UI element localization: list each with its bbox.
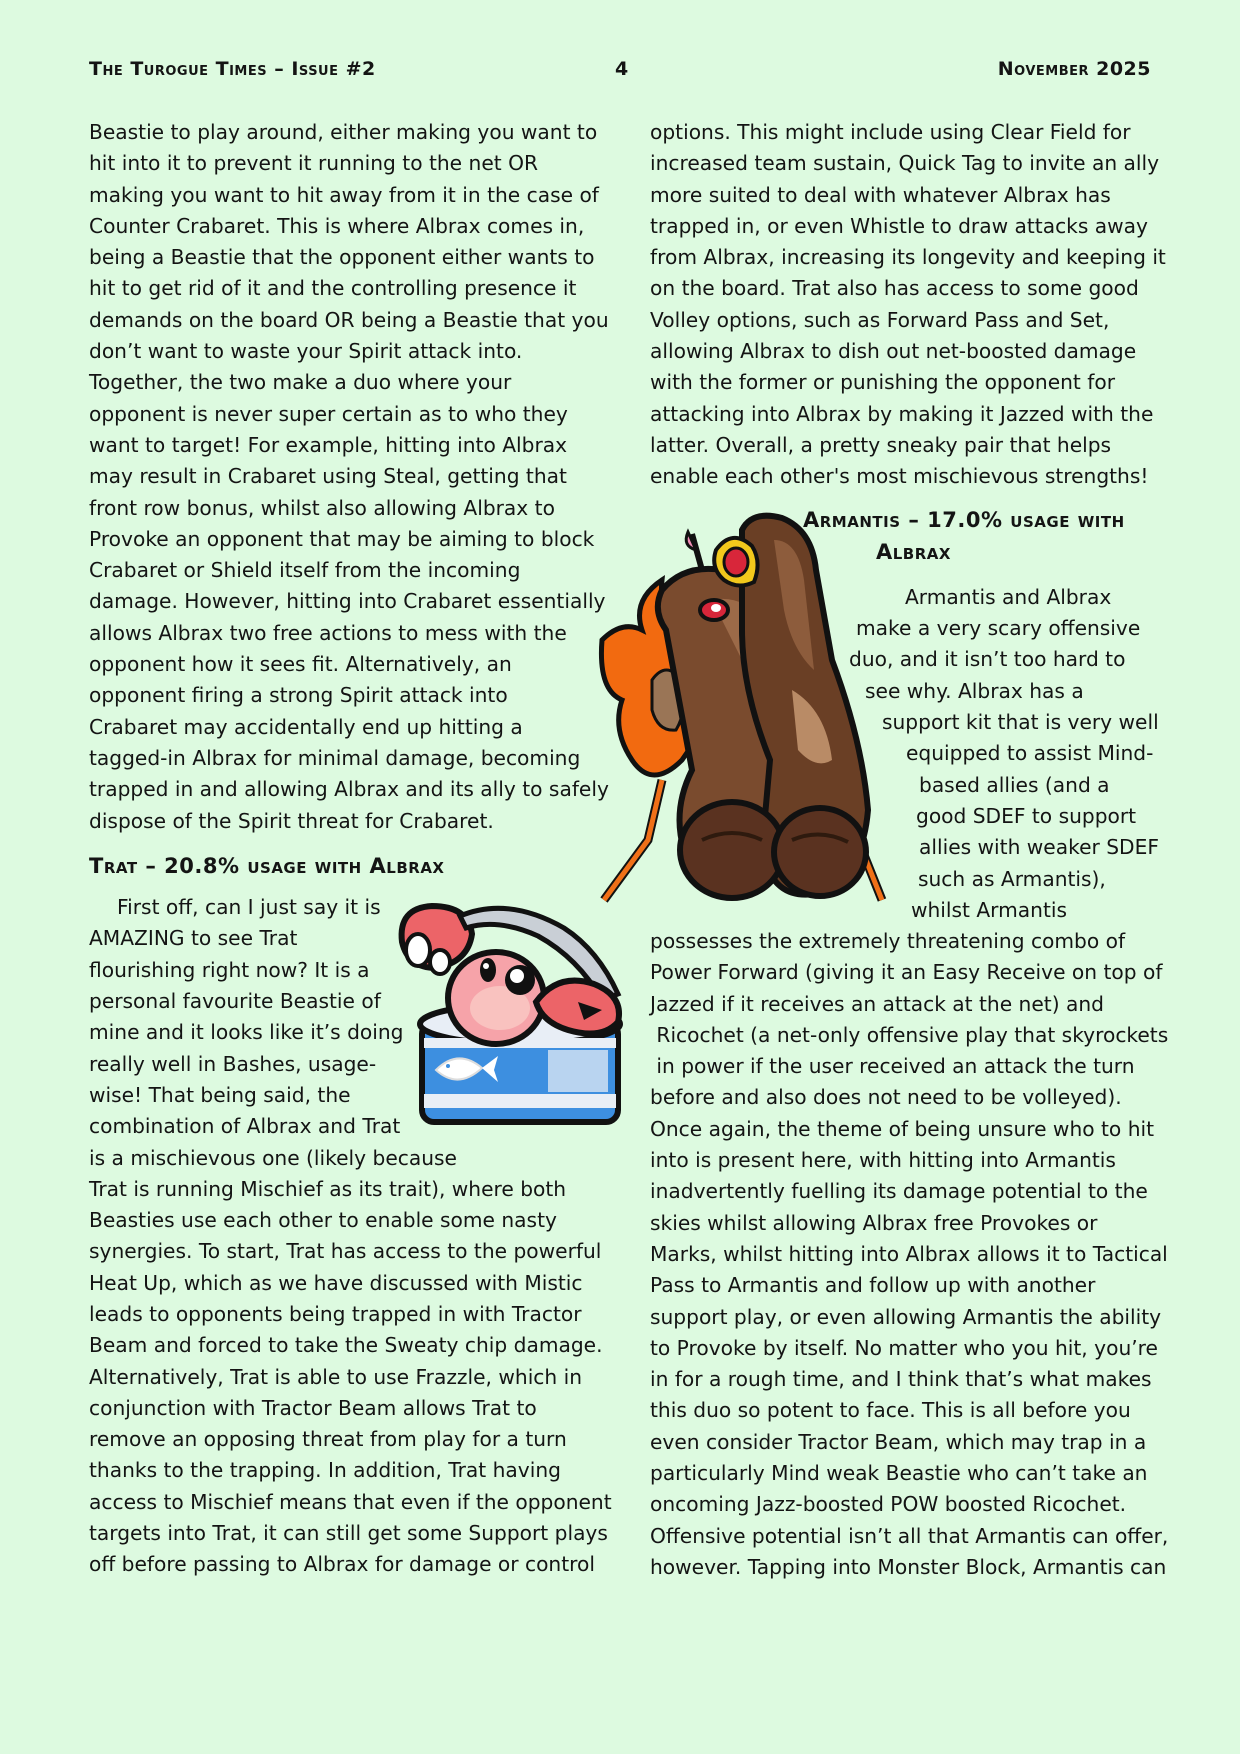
text-line: particularly Mind weak Beastie who can’t take an <box>650 1461 1148 1486</box>
text-line: opponent firing a strong Spirit attack into <box>89 683 508 708</box>
page-header <box>89 58 1151 88</box>
text-line: Crabaret may accidentally end up hitting a <box>89 714 523 739</box>
text-line: Jazzed if it receives an attack at the net) and <box>650 991 1104 1016</box>
text-line: Power Forward (giving it an Easy Receive on top of <box>650 960 1163 985</box>
text-line: trapped in and allowing Albrax and its ally to safely <box>89 777 609 802</box>
text-line: see why. Albrax has a <box>865 679 1084 703</box>
text-line: leads to opponents being trapped in with Tractor <box>89 1301 582 1326</box>
page-number: 4 <box>615 58 629 80</box>
text-line: attacking into Albrax by making it Jazzed with the <box>650 401 1154 426</box>
text-line: damage. However, hitting into Crabaret essentially <box>89 589 606 614</box>
text-line: Beasties use each other to enable some nasty <box>89 1208 557 1233</box>
text-line: make a very scary offensive <box>856 616 1141 640</box>
text-line: allies with weaker SDEF <box>919 835 1159 859</box>
text-line: Marks, whilst hitting into Albrax allows it to Tactical <box>650 1241 1168 1266</box>
armantis-paragraph-cont <box>650 926 1169 1583</box>
text-line: First off, can I just say it is <box>117 895 381 920</box>
text-line: allows Albrax two free actions to mess with the <box>89 620 567 645</box>
right-column <box>650 117 1166 493</box>
text-line: skies whilst allowing Albrax free Provokes or <box>650 1210 1098 1235</box>
left-column <box>89 117 612 1581</box>
text-line: oncoming Jazz-boosted POW boosted Ricochet. <box>650 1492 1127 1517</box>
text-line: Offensive potential isn’t all that Armantis can offer, <box>650 1523 1169 1548</box>
text-line: before and also does not need to be volleyed). <box>650 1085 1122 1110</box>
continued-paragraph <box>650 117 1166 493</box>
text-line: synergies. To start, Trat has access to the powerful <box>89 1239 602 1264</box>
text-line: demands on the board OR being a Beastie that you <box>89 307 609 332</box>
text-line: conjunction with Tractor Beam allows Trat to <box>89 1395 537 1420</box>
text-line: whilst Armantis <box>911 898 1067 922</box>
text-line: Ricochet (a net-only offensive play that skyrockets <box>650 1022 1169 1047</box>
text-line: opponent is never super certain as to who they <box>89 401 568 426</box>
text-line: AMAZING to see Trat <box>89 926 298 951</box>
text-line: personal favourite Beastie of <box>89 989 381 1014</box>
text-line: support play, or even allowing Armantis the ability <box>650 1304 1162 1329</box>
text-line: inadvertently fuelling its damage potential to the <box>650 1179 1148 1204</box>
text-line: possesses the extremely threatening combo of <box>650 929 1126 953</box>
text-line: based allies (and a <box>919 773 1110 797</box>
text-line: Alternatively, Trat is able to use Frazzle, which in <box>89 1364 583 1389</box>
text-line: good SDEF to support <box>916 804 1137 828</box>
intro-paragraph <box>89 117 609 837</box>
text-line: enable each other's most mischievous strengths! <box>650 464 1149 489</box>
armantis-section-heading: Armantis – 17.0% usage with <box>803 508 1125 532</box>
armantis-illustration <box>592 510 902 906</box>
text-line: such as Armantis), <box>918 867 1106 891</box>
text-line: from Albrax, increasing its longevity and keeping it <box>650 245 1166 270</box>
text-line: even consider Tractor Beam, which may trap in a <box>650 1429 1147 1454</box>
text-line: hit into it to prevent it running to the net OR <box>89 151 538 176</box>
text-line: Counter Crabaret. This is where Albrax comes in, <box>89 213 585 238</box>
text-line: duo, and it isn’t too hard to <box>849 647 1126 671</box>
text-line: tagged-in Albrax for minimal damage, becoming <box>89 745 581 770</box>
issue-date: November 2025 <box>997 58 1151 80</box>
text-line: don’t want to waste your Spirit attack into. <box>89 339 523 364</box>
text-line: opponent how it sees fit. Alternatively, an <box>89 652 512 677</box>
text-line: remove an opposing threat from play for a turn <box>89 1427 567 1452</box>
text-line: trapped in, or even Whistle to draw attacks away <box>650 213 1149 238</box>
text-line: to Provoke by itself. No matter who you hit, you’re <box>650 1335 1158 1360</box>
trat-can-illustration <box>388 898 630 1138</box>
trat-section-heading: Trat – 20.8% usage with Albrax <box>89 853 445 878</box>
text-line: targets into Trat, it can still get some Support plays <box>89 1521 608 1546</box>
text-line: increased team sustain, Quick Tag to invite an ally <box>650 151 1160 176</box>
text-line: making you want to hit away from it in the case of <box>89 182 599 207</box>
text-line: equipped to assist Mind- <box>906 741 1154 765</box>
text-line: latter. Overall, a pretty sneaky pair that helps <box>650 432 1112 457</box>
text-line: Crabaret or Shield itself from the incoming <box>89 558 521 583</box>
text-line: Provoke an opponent that may be aiming to block <box>89 526 595 551</box>
text-line: in power if the user received an attack the turn <box>650 1054 1135 1079</box>
text-line: is a mischievous one (likely because <box>89 1145 457 1170</box>
text-line: Together, the two make a duo where your <box>89 370 512 395</box>
text-line: combination of Albrax and Trat <box>89 1114 401 1139</box>
text-line: in for a rough time, and I think that’s what makes <box>650 1367 1152 1392</box>
text-line: Beam and forced to take the Sweaty chip damage. <box>89 1333 603 1358</box>
text-line: may result in Crabaret using Steal, getting that <box>89 464 567 489</box>
text-line: dispose of the Spirit threat for Crabaret. <box>89 808 494 833</box>
armantis-section-heading-cont: Albrax <box>876 540 951 564</box>
text-line: into is present here, with hitting into Armantis <box>650 1148 1116 1173</box>
text-line: Beastie to play around, either making you want to <box>89 120 598 144</box>
text-line: more suited to deal with whatever Albrax has <box>650 182 1111 207</box>
text-line: options. This might include using Clear Field for <box>650 120 1131 144</box>
text-line: flourishing right now? It is a <box>89 957 370 982</box>
text-line: allowing Albrax to dish out net-boosted damage <box>650 339 1137 364</box>
text-line: access to Mischief means that even if the opponent <box>89 1489 612 1514</box>
text-line: however. Tapping into Monster Block, Armantis can <box>650 1554 1167 1579</box>
text-line: Volley options, such as Forward Pass and Set, <box>650 307 1110 332</box>
text-line: on the board. Trat also has access to some good <box>650 276 1139 301</box>
text-line: really well in Bashes, usage- <box>89 1051 377 1076</box>
publication-title: The Turogue Times – Issue #2 <box>89 58 376 80</box>
text-line: with the former or punishing the opponent for <box>650 370 1116 395</box>
text-line: Pass to Armantis and follow up with another <box>650 1273 1096 1298</box>
text-line: front row bonus, whilst also allowing Albrax to <box>89 495 555 520</box>
text-line: being a Beastie that the opponent either wants to <box>89 245 595 270</box>
text-line: Heat Up, which as we have discussed with Mistic <box>89 1270 583 1295</box>
text-line: Armantis and Albrax <box>905 585 1112 609</box>
text-line: hit to get rid of it and the controlling presence it <box>89 276 577 301</box>
text-line: want to target! For example, hitting into Albrax <box>89 432 568 457</box>
text-line: wise! That being said, the <box>89 1082 351 1107</box>
text-line: Trat is running Mischief as its trait), where both <box>89 1176 567 1201</box>
text-line: mine and it looks like it’s doing <box>89 1020 404 1045</box>
text-line: off before passing to Albrax for damage or control <box>89 1552 595 1577</box>
text-line: thanks to the trapping. In addition, Trat having <box>89 1458 561 1483</box>
text-line: this duo so potent to face. This is all before you <box>650 1398 1131 1423</box>
text-line: support kit that is very well <box>882 710 1159 734</box>
text-line: Once again, the theme of being unsure who to hit <box>650 1116 1155 1141</box>
